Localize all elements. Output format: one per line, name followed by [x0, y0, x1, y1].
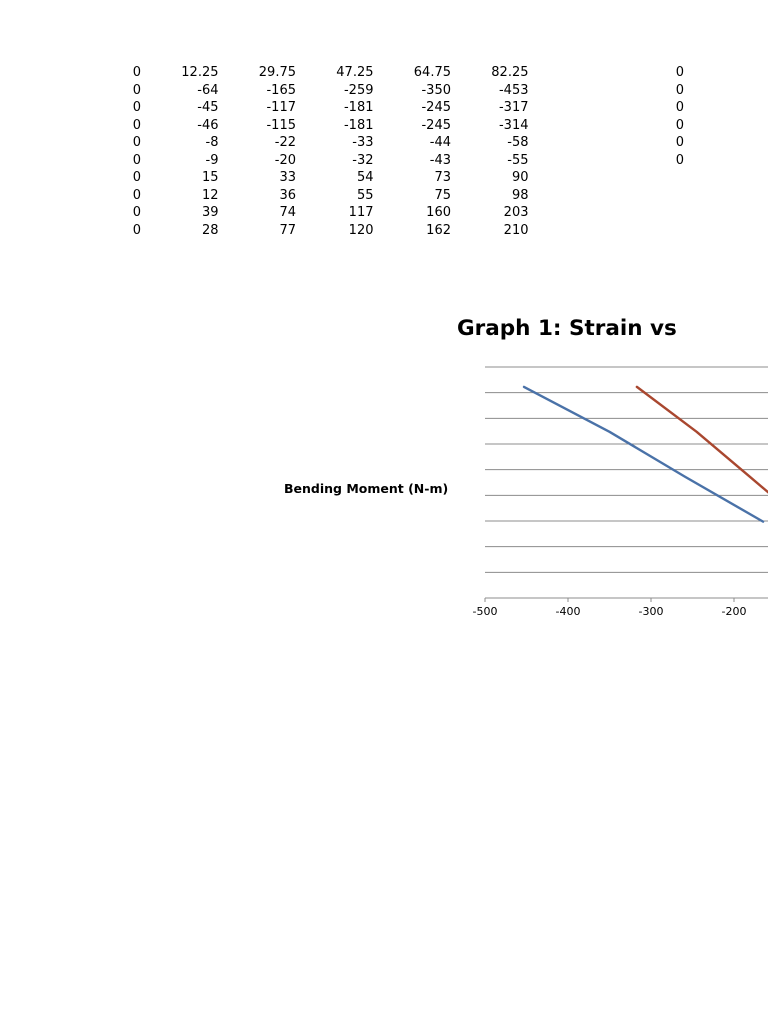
table-row: [660, 152, 684, 170]
table-cell: 0: [132, 82, 141, 98]
table-cell: 75: [434, 187, 451, 203]
table-row: [120, 99, 529, 117]
table-cell: -115: [266, 117, 296, 133]
table-cell: 0: [132, 187, 141, 203]
table-cell: -64: [197, 82, 219, 98]
table-row: [120, 64, 529, 82]
table-cell: 64.75: [413, 65, 451, 80]
chart-area: [270, 310, 747, 630]
table-cell: 47.25: [336, 65, 374, 80]
line-chart: [270, 310, 747, 630]
table-cell: 0: [132, 170, 141, 185]
table-cell: 0: [132, 117, 141, 133]
table-cell: 90: [511, 170, 529, 185]
table-cell: 54: [356, 170, 374, 185]
x-tick-label: -300: [638, 605, 664, 618]
table-cell: -181: [343, 117, 374, 133]
table-cell: -165: [266, 82, 296, 98]
table-cell: 0: [675, 117, 684, 133]
table-row: [120, 82, 529, 100]
table-cell: -453: [498, 82, 529, 98]
table-cell: -314: [498, 117, 529, 133]
table-cell: 0: [132, 65, 141, 80]
table-cell: 120: [348, 222, 374, 238]
table-cell: -317: [498, 100, 529, 115]
table-row: [120, 117, 529, 135]
table-cell: -20: [274, 152, 296, 168]
table-cell: 36: [279, 187, 296, 203]
table-cell: -32: [352, 152, 374, 168]
table-cell: -259: [343, 82, 374, 98]
table-cell: 117: [348, 205, 374, 220]
series-line-1: [524, 387, 763, 522]
table-cell: -9: [205, 152, 219, 168]
table-cell: 77: [279, 222, 296, 238]
table-cell: 12: [201, 187, 219, 203]
table-cell: 0: [132, 100, 141, 115]
table-cell: -8: [205, 135, 219, 150]
table-cell: 210: [503, 222, 529, 238]
side-column-body: [660, 64, 684, 169]
x-tick-label: -400: [555, 605, 581, 618]
table-cell: 0: [675, 100, 684, 115]
table-cell: -22: [274, 135, 296, 150]
table-row: [120, 204, 529, 222]
series-line-2: [637, 387, 768, 522]
table-cell: 160: [426, 205, 451, 220]
table-cell: -46: [197, 117, 219, 133]
table-cell: -44: [429, 135, 451, 150]
table-cell: 98: [511, 187, 529, 203]
table-cell: 0: [675, 65, 684, 80]
table-cell: -245: [421, 100, 451, 115]
table-cell: -181: [343, 100, 374, 115]
table-cell: -117: [266, 100, 296, 115]
table-cell: 0: [675, 135, 684, 150]
y-axis-label: Bending Moment (N-m): [284, 481, 449, 496]
table-row: [660, 99, 684, 117]
table-body: [120, 64, 529, 239]
table-cell: 29.75: [258, 65, 296, 80]
table-cell: 12.25: [181, 65, 219, 80]
table-cell: -55: [507, 152, 529, 168]
table-row: [120, 169, 529, 187]
table-cell: 0: [132, 222, 141, 238]
table-cell: 0: [675, 82, 684, 98]
table-cell: -245: [421, 117, 451, 133]
table-cell: -43: [429, 152, 451, 168]
table-row: [660, 134, 684, 152]
side-data-column: [660, 64, 684, 169]
table-row: [120, 134, 529, 152]
table-cell: 0: [132, 205, 141, 220]
table-cell: -33: [352, 135, 374, 150]
chart-title: Graph 1: Strain vs: [457, 316, 677, 341]
table-cell: -45: [197, 100, 219, 115]
table-cell: 82.25: [491, 65, 529, 80]
table-row: [660, 64, 684, 82]
table-row: [660, 82, 684, 100]
table-cell: 55: [356, 187, 374, 203]
table-cell: 0: [132, 135, 141, 150]
table-cell: 73: [434, 170, 451, 185]
table-row: [120, 222, 529, 240]
table-cell: 0: [675, 152, 684, 168]
table-cell: 39: [201, 205, 219, 220]
table-cell: 162: [426, 222, 451, 238]
table-cell: 28: [201, 222, 219, 238]
table-cell: 15: [201, 170, 219, 185]
table-row: [660, 117, 684, 135]
x-tick-label: -200: [721, 605, 747, 618]
table-row: [120, 187, 529, 205]
table-cell: 0: [132, 152, 141, 168]
strain-data-table: [120, 64, 529, 239]
table-cell: 33: [279, 170, 296, 185]
table-cell: -58: [507, 135, 529, 150]
table-cell: 74: [279, 205, 296, 220]
x-tick-label: -500: [472, 605, 498, 618]
table-cell: -350: [421, 82, 451, 98]
table-row: [120, 152, 529, 170]
table-cell: 203: [503, 205, 529, 220]
